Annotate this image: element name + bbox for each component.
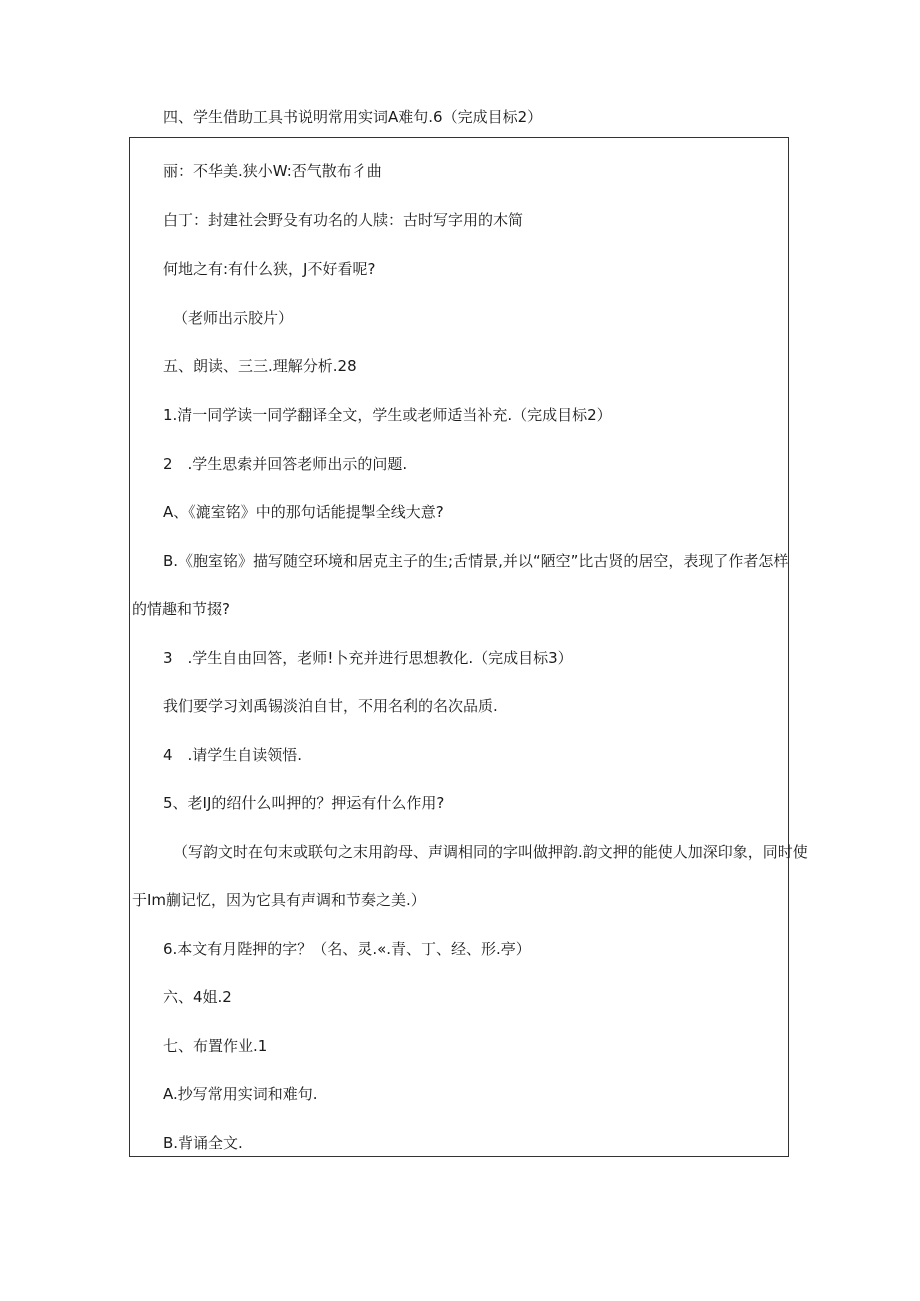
text-line: 4 .请学生自读领悟.: [163, 746, 303, 764]
text-line: B.《胞室铭》描写随空环境和居克主子的生;舌情景,并以“陋空”比古贤的居空，表现了作者怎样: [163, 552, 789, 570]
text-line: 七、布置作业.1: [163, 1037, 268, 1055]
text-line: 的情趣和节掇?: [132, 600, 230, 618]
text-line: 何地之有:有什么狭，J不好看呢?: [163, 260, 376, 278]
content-box: [129, 137, 808, 1157]
text-line: （老师出示胶片）: [173, 309, 294, 327]
text-line: A.抄写常用实词和难句.: [163, 1085, 318, 1103]
text-line: （写韵文时在句末或联句之末用韵母、声调相同的字叫做押韵.韵文押的能使人加深印象，同时使: [173, 843, 808, 861]
text-line: 丽：不华美.狭小W:否气散布彳曲: [163, 162, 382, 180]
text-line: B.背诵全文.: [163, 1134, 243, 1152]
text-line: 我们要学习刘禹锡淡泊自甘，不用名利的名次品质.: [163, 697, 498, 715]
text-line: A、《漉室铭》中的那句话能提掣全线大意?: [163, 503, 444, 521]
text-line: 于Im蒯记忆，因为它具有声调和节奏之美.）: [132, 891, 426, 909]
text-line: 六、4姐.2: [163, 988, 232, 1006]
text-line: 5、老IJ的绍什么叫押的？押运有什么作用?: [163, 794, 445, 812]
text-line: 1.清一同学读一同学翻译全文，学生或老师适当补充.（完成目标2）: [163, 406, 612, 424]
text-line: 6.本文有月陛押的字？（名、灵.«.青、丁、经、形.亭）: [163, 940, 531, 958]
text-line: 五、朗读、三三.理解分析.28: [163, 357, 357, 375]
text-line: 2 .学生思索并回答老师出示的问题.: [163, 455, 408, 473]
text-line: 白丁：封建社会野殳有功名的人牍：古时写字用的木简: [163, 211, 524, 229]
section-heading: 四、学生借助工具书说明常用实词A难句.6（完成目标2）: [163, 108, 543, 126]
text-line: 3 .学生自由回答，老师!卜充并进行思想教化.（完成目标3）: [163, 649, 573, 667]
